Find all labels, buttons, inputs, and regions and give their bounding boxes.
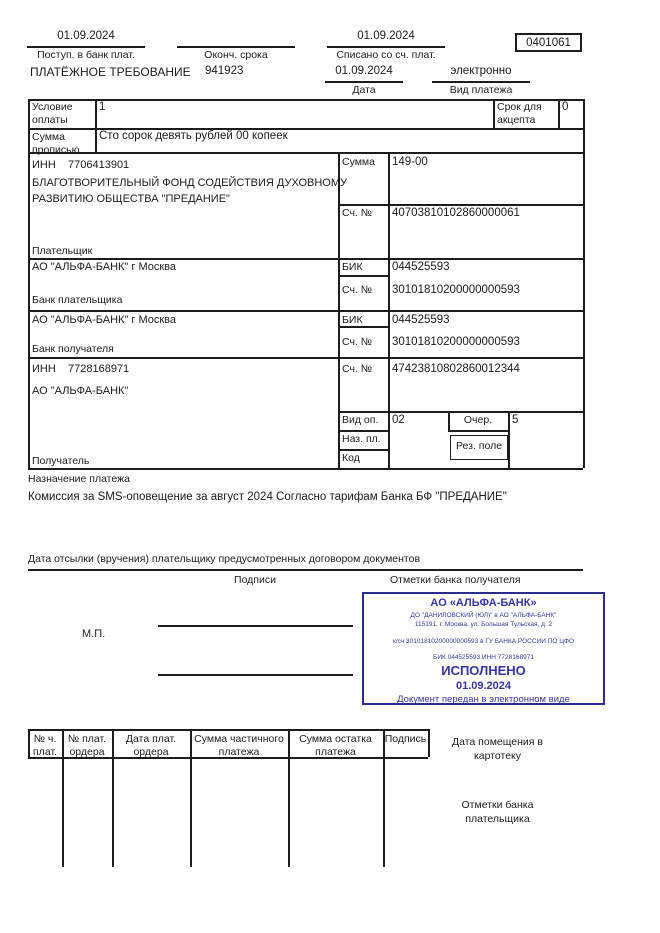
- partial-col-divider-5: [383, 729, 385, 867]
- payer-bank-bik-label: БИК: [342, 261, 363, 273]
- table-right-border: [583, 99, 585, 468]
- payee-bank-marks-label: Отметки банка получателя: [390, 574, 521, 586]
- payer-bank-label: Банк плательщика: [32, 294, 123, 306]
- payee-bank-label: Банк получателя: [32, 343, 114, 355]
- document-date: 01.09.2024: [335, 65, 393, 77]
- right-value-col-divider: [388, 152, 390, 468]
- payer-name-line1: БЛАГОТВОРИТЕЛЬНЫЙ ФОНД СОДЕЙСТВИЯ ДУХОВНОМУ: [32, 177, 347, 189]
- payee-bank-bik-value: 044525593: [392, 314, 450, 326]
- payer-section-bottom-border: [28, 258, 583, 260]
- payer-bank-marks-label: Отметки банка плательщика: [461, 799, 534, 825]
- payer-inn-value: 7706413901: [68, 159, 130, 171]
- payer-label: Плательщик: [32, 245, 93, 257]
- sum-account-divider: [338, 204, 583, 206]
- form-code-box: [515, 33, 582, 52]
- payment-kind-value: электронно: [450, 65, 512, 77]
- payee-account-value: 47423810802860012344: [392, 363, 520, 375]
- payee-section-bottom-border: [28, 468, 583, 470]
- payer-account-value: 40703810102860000061: [392, 207, 520, 219]
- partial-table-right-border: [428, 729, 430, 757]
- payer-bank-account-label: Сч. №: [342, 284, 373, 296]
- signature-line-2: [158, 674, 353, 676]
- op-row-top-line: [338, 411, 583, 413]
- payer-bank-bik-value: 044525593: [392, 261, 450, 273]
- signatures-label: Подписи: [234, 574, 276, 586]
- payer-inn-label: ИНН: [32, 159, 56, 171]
- payee-bank-bottom-border: [28, 357, 583, 359]
- payer-bank-name: АО "АЛЬФА-БАНК" г Москва: [32, 261, 176, 273]
- stamp-date: 01.09.2024: [455, 680, 512, 692]
- payee-bank-account-label: Сч. №: [342, 336, 373, 348]
- document-number: 941923: [205, 65, 244, 77]
- received-in-bank-label: Поступ. в банк плат.: [37, 49, 135, 61]
- stamp-corr-account: к/сч 30101810200000000593 в ГУ БАНКА РОССИИ ПО ЦФО: [392, 638, 575, 645]
- priority-value-divider: [508, 411, 510, 468]
- sum-value: 149-00: [392, 156, 428, 168]
- priority-box-line: [448, 430, 508, 432]
- payer-bank-bik-box-line: [338, 275, 388, 277]
- partial-header-rest-sum: Сумма остатка платежа: [299, 733, 372, 758]
- payer-name-line2: РАЗВИТИЮ ОБЩЕСТВА "ПРЕДАНИЕ": [32, 193, 230, 205]
- document-title: ПЛАТЁЖНОЕ ТРЕБОВАНИЕ: [30, 65, 191, 79]
- dispatch-underline: [28, 569, 583, 571]
- debited-label: Списано со сч. плат.: [336, 49, 436, 61]
- payee-bank-name: АО "АЛЬФА-БАНК" г Москва: [32, 314, 176, 326]
- stamp-note: Документ передан в электронном виде: [397, 694, 570, 705]
- document-date-line: [325, 81, 403, 83]
- payee-name: АО "АЛЬФА-БАНК": [32, 385, 129, 397]
- purpose-text: Комиссия за SMS-оповещение за август 2024 Согласно тарифам Банка БФ "ПРЕДАНИЕ": [28, 491, 507, 503]
- accept-term-label: Срок для акцепта: [497, 101, 542, 126]
- partial-table-top-border: [28, 729, 428, 731]
- table-left-border: [28, 99, 30, 468]
- form-code: 0401061: [526, 37, 571, 49]
- amount-words-bottom-border: [28, 152, 583, 154]
- accept-value-divider: [558, 99, 560, 128]
- due-date-line: [177, 46, 295, 48]
- stamp-address: 115191, г. Москва, ул. Большая Тульская, д. 2: [414, 621, 553, 628]
- payer-bank-bottom-border: [28, 310, 583, 312]
- accept-term-value: 0: [562, 101, 569, 113]
- received-in-bank-date: 01.09.2024: [57, 30, 115, 42]
- reserve-field-label: Рез. поле: [455, 440, 503, 452]
- terms-value: 1: [99, 101, 106, 113]
- accept-cell-left-divider: [493, 99, 495, 128]
- code-label: Код: [342, 452, 360, 464]
- dispatch-label: Дата отсылки (вручения) плательщику предусмотренных договором документов: [28, 553, 421, 565]
- payee-bank-bik-label: БИК: [342, 314, 363, 326]
- payee-account-label: Сч. №: [342, 363, 373, 375]
- payment-kind-label: Вид платежа: [449, 84, 513, 96]
- partial-header-order-num: № плат. ордера: [67, 733, 107, 758]
- payment-kind-line: [432, 81, 530, 83]
- terms-label: Условие оплаты: [32, 101, 73, 126]
- op-kind-box-line: [338, 430, 388, 432]
- right-label-col-left-divider: [338, 152, 340, 468]
- priority-value: 5: [512, 414, 519, 426]
- debited-date: 01.09.2024: [357, 30, 415, 42]
- due-label: Оконч. срока: [204, 49, 268, 61]
- op-kind-value: 02: [392, 414, 405, 426]
- card-file-date-label: Дата помещения в картотеку: [452, 736, 543, 762]
- pay-purpose-box-line: [338, 449, 388, 451]
- seal-place-label: М.П.: [82, 628, 106, 640]
- op-kind-label: Вид оп.: [342, 414, 379, 426]
- partial-header-signature: Подпись: [384, 733, 427, 745]
- debited-date-line: [327, 46, 445, 48]
- partial-header-order-date: Дата плат. ордера: [125, 733, 177, 758]
- partial-header-num: № ч. плат.: [33, 733, 57, 758]
- stamp-bank-name: АО «АЛЬФА-БАНК»: [430, 597, 537, 609]
- amount-words-value: Сто сорок девять рублей 00 копеек: [99, 130, 288, 142]
- sum-label: Сумма: [342, 156, 375, 168]
- partial-header-partial-sum: Сумма частичного платежа: [194, 733, 284, 758]
- pay-purpose-code-label: Наз. пл.: [342, 433, 381, 445]
- payee-label: Получатель: [32, 455, 90, 467]
- signature-line-1: [158, 625, 353, 627]
- payee-inn-value: 7728168971: [68, 363, 130, 375]
- purpose-label: Назначение платежа: [28, 473, 130, 485]
- payer-bank-account-value: 30101810200000000593: [392, 284, 520, 296]
- payer-account-label: Сч. №: [342, 207, 373, 219]
- label-column-divider: [95, 99, 97, 152]
- stamp-branch: ДО "ДАНИЛОВСКИЙ (ЮЛ)" в АО "АЛЬФА-БАНК": [410, 612, 557, 619]
- priority-label: Очер.: [463, 414, 493, 426]
- amount-words-label: Сумма прописью: [32, 131, 80, 156]
- received-date-line: [27, 46, 145, 48]
- payee-bank-account-value: 30101810200000000593: [392, 336, 520, 348]
- stamp-status: ИСПОЛНЕНО: [441, 663, 526, 678]
- payee-inn-label: ИНН: [32, 363, 56, 375]
- date-label: Дата: [352, 84, 376, 96]
- payee-bank-bik-box-line: [338, 326, 388, 328]
- stamp-bik-inn: БИК 044525593 ИНН 7728168971: [433, 654, 534, 661]
